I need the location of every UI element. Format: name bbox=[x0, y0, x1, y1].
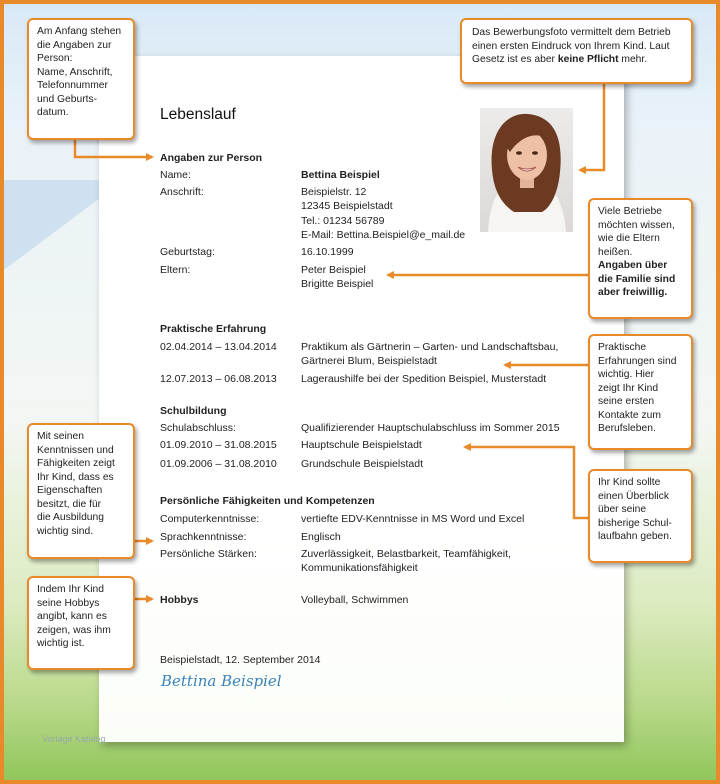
email-line: E-Mail: Bettina.Beispiel@e_mail.de bbox=[301, 229, 466, 241]
birthday-value: 16.10.1999 bbox=[301, 246, 354, 258]
school-text: Hauptschule Beispielstadt bbox=[301, 439, 422, 451]
callout-parents: Viele Betriebe möchten wissen, wie die Eltern heißen. Angaben über die Familie sind aber freiwillig. bbox=[588, 198, 693, 319]
skill-value: Englisch bbox=[301, 531, 341, 543]
parent-name: Peter Beispiel bbox=[301, 264, 366, 276]
address-line: Beispielstr. 12 bbox=[301, 186, 367, 198]
school-heading: Schulbildung bbox=[160, 405, 227, 417]
address-line: 12345 Beispielstadt bbox=[301, 200, 393, 212]
experience-text: Lageraushilfe bei der Spedition Beispiel, Musterstadt bbox=[301, 373, 547, 385]
hobbies-heading: Hobbys bbox=[160, 594, 199, 606]
callout-photo: Das Bewerbungsfoto vermittelt dem Betrieb einen ersten Eindruck von Ihrem Kind. Laut Gesetz ist es aber keine Pflicht mehr. bbox=[460, 18, 693, 84]
experience-heading: Praktische Erfahrung bbox=[160, 323, 267, 335]
place-date: Beispielstadt, 12. September 2014 bbox=[160, 654, 321, 666]
phone-line: Tel.: 01234 56789 bbox=[301, 215, 385, 227]
name-label: Name: bbox=[160, 169, 191, 181]
callout-person: Am Anfang stehen die Angaben zur Person: Name, Anschrift, Telefonnummer und Geburts- datum. bbox=[27, 18, 135, 140]
skill-label: Persönliche Stärken: bbox=[160, 548, 257, 560]
skill-label: Computerkenntnisse: bbox=[160, 513, 260, 525]
experience-text: Gärtnerei Blum, Beispielstadt bbox=[301, 355, 437, 367]
school-text: Qualifizierender Hauptschulabschluss im Sommer 2015 bbox=[301, 422, 560, 434]
school-text: Grundschule Beispielstadt bbox=[301, 458, 423, 470]
school-date: 01.09.2006 – 31.08.2010 bbox=[160, 458, 277, 470]
arrow-photo bbox=[580, 84, 604, 170]
school-date: Schulabschluss: bbox=[160, 422, 236, 434]
skills-heading: Persönliche Fähigkeiten und Kompetenzen bbox=[160, 495, 375, 507]
cv-title: Lebenslauf bbox=[160, 106, 236, 123]
skill-value: Zuverlässigkeit, Belastbarkeit, Teamfähigkeit, bbox=[301, 548, 511, 560]
hobbies-value: Volleyball, Schwimmen bbox=[301, 594, 409, 606]
callout-school: Ihr Kind sollte einen Überblick über seine bisherige Schul- laufbahn geben. bbox=[588, 469, 693, 563]
skill-value: Kommunikationsfähigkeit bbox=[301, 562, 418, 574]
arrow-school bbox=[465, 447, 588, 518]
experience-date: 12.07.2013 – 06.08.2013 bbox=[160, 373, 277, 385]
birthday-label: Geburtstag: bbox=[160, 246, 215, 258]
signature: Bettina Beispiel bbox=[161, 672, 282, 690]
skill-label: Sprachkenntnisse: bbox=[160, 531, 247, 543]
arrow-person bbox=[75, 139, 152, 157]
callout-skills: Mit seinen Kenntnissen und Fähigkeiten zeigt Ihr Kind, dass es Eigenschaften besitzt, die für die Ausbildung wichtig sind. bbox=[27, 423, 135, 559]
parent-name: Brigitte Beispiel bbox=[301, 278, 374, 290]
skill-value: vertiefte EDV-Kenntnisse in MS Word und Excel bbox=[301, 513, 525, 525]
callout-hobbies: Indem Ihr Kind seine Hobbys angibt, kann es zeigen, was ihm wichtig ist. bbox=[27, 576, 135, 670]
school-date: 01.09.2010 – 31.08.2015 bbox=[160, 439, 277, 451]
callout-experience: Praktische Erfahrungen sind wichtig. Hier zeigt Ihr Kind seine ersten Kontakte zum Berufsleben. bbox=[588, 334, 693, 450]
name-value: Bettina Beispiel bbox=[301, 169, 380, 181]
experience-date: 02.04.2014 – 13.04.2014 bbox=[160, 341, 277, 353]
address-label: Anschrift: bbox=[160, 186, 204, 198]
parents-label: Eltern: bbox=[160, 264, 191, 276]
person-heading: Angaben zur Person bbox=[160, 152, 263, 164]
experience-text: Praktikum als Gärtnerin – Garten- und Landschaftsbau, bbox=[301, 341, 559, 353]
watermark: Vorlage Katalog bbox=[42, 734, 106, 744]
